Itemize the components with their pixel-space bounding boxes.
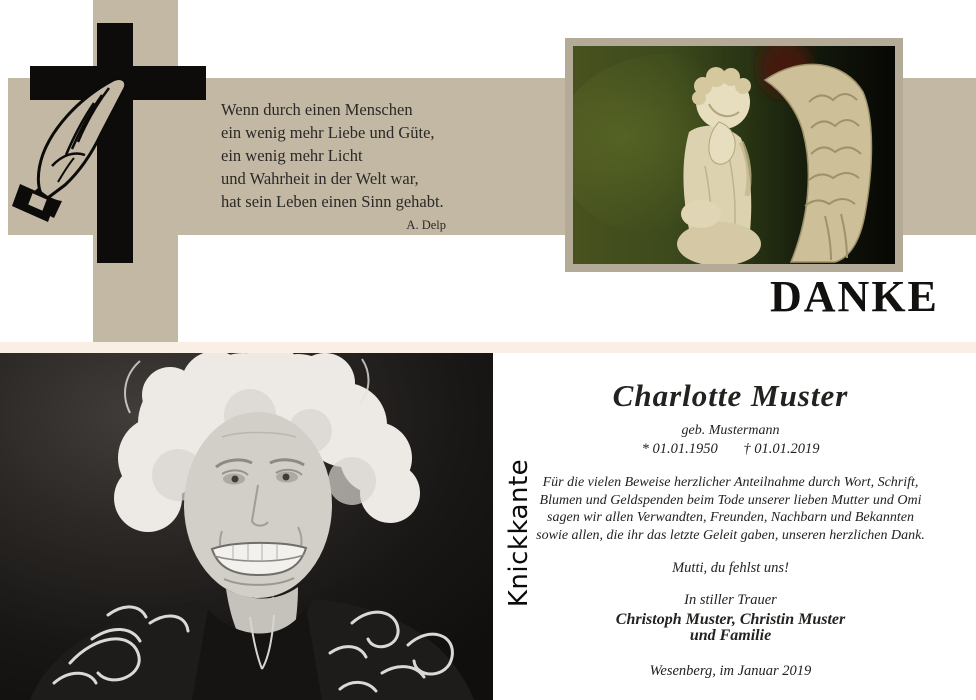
angel-statue-illustration bbox=[573, 46, 895, 264]
praying-hands-icon bbox=[10, 72, 135, 222]
life-dates bbox=[631, 441, 831, 457]
birth-name: geb. Mustermann bbox=[681, 423, 780, 438]
thanks-message-line: sagen wir allen Verwandten, Freunden, Nachbarn und Bekannten bbox=[547, 510, 914, 525]
quote-attribution: A. Delp bbox=[406, 218, 446, 232]
angel-statue-photo bbox=[565, 38, 903, 272]
thanks-message-line: sowie allen, die ihr das letzte Geleit gaben, unseren herzlichen Dank. bbox=[536, 527, 925, 543]
quote-line: und Wahrheit in der Welt war, bbox=[221, 169, 419, 188]
thanks-title: DANKE bbox=[770, 272, 939, 321]
mourning-intro: In stiller Trauer bbox=[684, 592, 777, 608]
portrait-illustration bbox=[0, 353, 493, 700]
farewell-line: Mutti, du fehlst uns! bbox=[672, 560, 789, 576]
quote-line: ein wenig mehr Licht bbox=[221, 146, 363, 165]
birth-date: * 01.01.1950 bbox=[641, 441, 718, 457]
thanks-message bbox=[536, 474, 925, 544]
mourners-names: Christoph Muster, Christin Muster bbox=[615, 611, 846, 628]
memorial-text-block bbox=[538, 370, 923, 679]
memorial-quote bbox=[221, 98, 446, 237]
deceased-name: Charlotte Muster bbox=[612, 378, 849, 413]
portrait-photo bbox=[0, 353, 493, 700]
cream-divider-strip bbox=[0, 342, 976, 353]
death-date: † 01.01.2019 bbox=[743, 441, 820, 457]
fold-label-text: Knickkante bbox=[504, 458, 534, 607]
thanks-message-line: Für die vielen Beweise herzlicher Anteilnahme durch Wort, Schrift, bbox=[542, 475, 919, 490]
place-and-date: Wesenberg, im Januar 2019 bbox=[649, 662, 812, 679]
quote-line: hat sein Leben einen Sinn gehabt. bbox=[221, 192, 444, 211]
quote-line: Wenn durch einen Menschen bbox=[221, 100, 413, 119]
quote-line: ein wenig mehr Liebe und Güte, bbox=[221, 123, 435, 142]
thanks-message-line: Blumen und Geldspenden beim Tode unserer lieben Mutter und Omi bbox=[539, 492, 922, 508]
mourners-family: und Familie bbox=[689, 627, 772, 644]
